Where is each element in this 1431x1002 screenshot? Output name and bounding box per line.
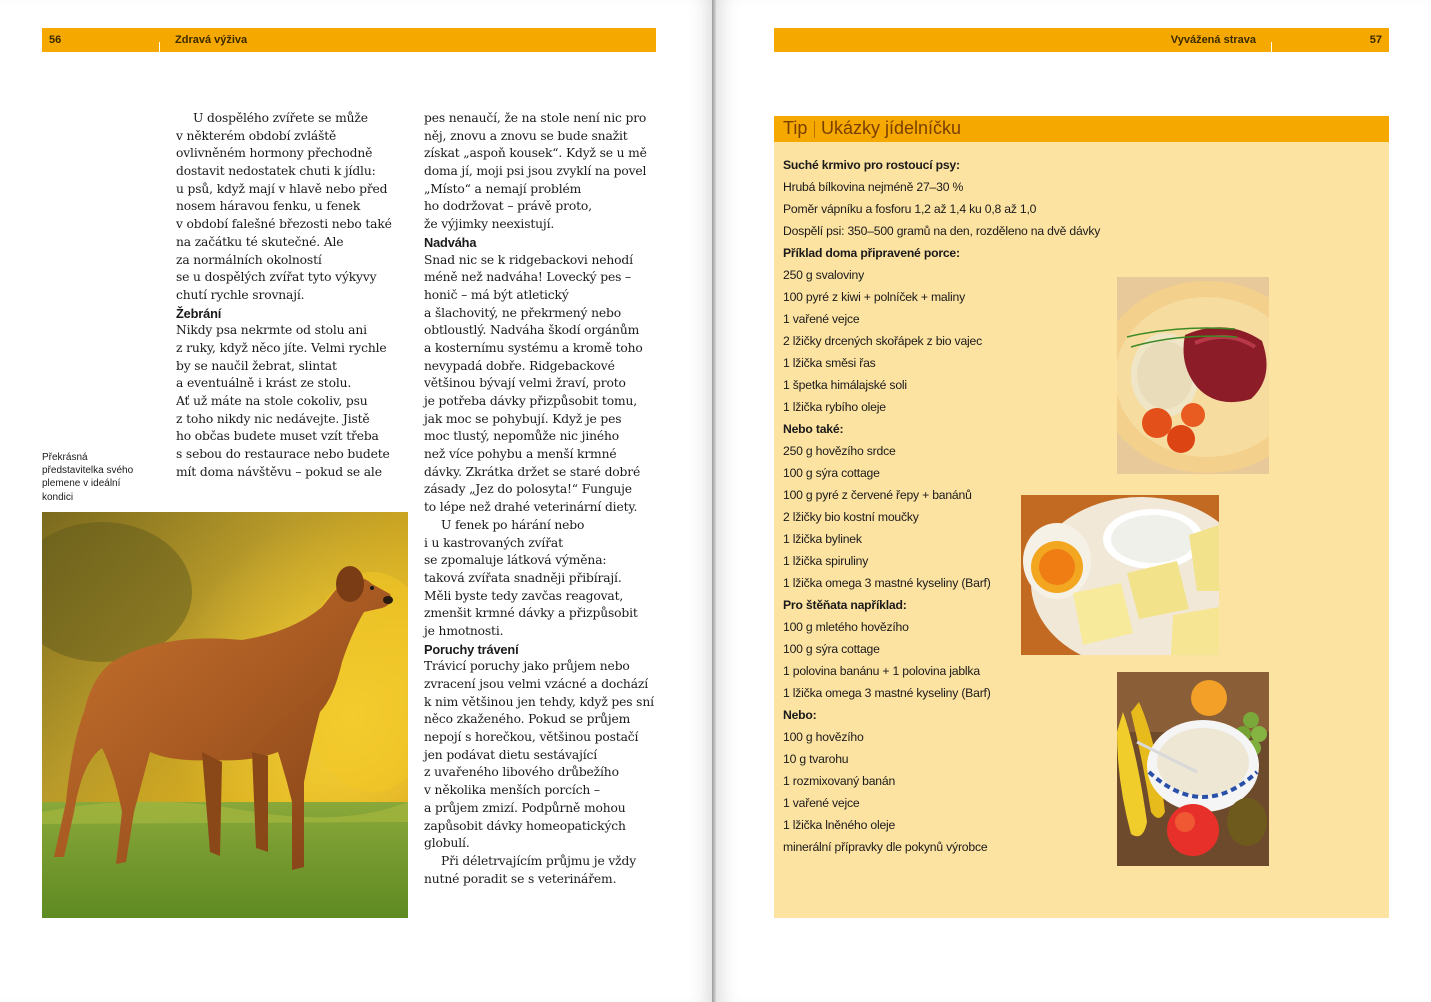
text-line: se u dospělých zvířat tyto výkyvy [176,270,377,285]
text-line: za normálních okolností [176,252,322,267]
menu-item: 1 špetka himálajské soli [783,378,907,392]
text-line: zapůsobit dávky homeopatických [424,818,626,833]
left-section-title: Zdravá výživa [175,34,248,46]
text-line: ho dodržovat – právě proto, [424,199,592,214]
tip-header [774,116,1389,142]
menu-item: 1 lžička lněného oleje [783,818,896,832]
header-divider [1271,42,1272,54]
menu-item: 1 lžička spiruliny [783,554,869,568]
food-photo-meat-plate [1117,277,1269,474]
text-line: zvracení jsou velmi vzácné a dochází [424,677,648,691]
text-line: to lépe než drahé veterinární diety. [424,500,638,515]
text-line: Trávicí poruchy jako průjem nebo [424,659,630,674]
menu-item: 250 g svaloviny [783,268,865,282]
menu-subheading: Nebo: [783,708,817,722]
text-line: získat „aspoň kousek“. Když se u mě [424,146,647,161]
menu-item: 10 g tvarohu [783,752,849,766]
text-line: v několika menších porcích – [424,783,600,798]
text-line: honič – má být atletický [424,287,569,302]
menu-item: 1 vařené vejce [783,312,860,326]
text-line: v období falešné březosti nebo také [176,217,392,232]
food-photo-fruit-bowl [1117,672,1269,866]
right-section-title: Vyvážená strava [1170,34,1256,46]
text-line: Měli byste tedy zavčas reagovat, [424,588,624,603]
text-line: méně než nadváha! Lovecký pes – [424,270,631,285]
menu-item: 2 lžičky drcených skořápek z bio vajec [783,334,982,348]
text-line: U fenek po hárání nebo [441,517,585,532]
left-text-column-2 [424,110,664,888]
text-line: v některém období zvláště [176,128,337,143]
tip-label: Tip [783,118,808,138]
menu-item: Dospělí psi: 350–500 gramů na den, rozděleno na dvě dávky [783,224,1101,238]
text-line: Snad nic se k ridgebackovi nehodí [424,252,633,267]
food-photo-egg-cottage [1021,495,1219,655]
menu-subheading: Pro štěňata například: [783,598,907,612]
text-line: obtloustlý. Nadváha škodí orgánům [424,323,640,338]
text-line: Ať už máte na stole cokoliv, psu [176,394,368,408]
text-line: než více pohybu a menší krmné [424,447,617,462]
dog-photo [42,512,408,918]
text-line: většinou bývají velmi žraví, proto [424,376,626,391]
text-line: že výjimky neexistují. [424,217,555,232]
text-line: dávky. Zkrátka držet se staré dobré [424,464,641,479]
menu-item: 1 lžička rybího oleje [783,400,886,414]
text-line: s sebou do restaurace nebo budete [176,447,390,462]
text-line: nutné poradit se s veterinářem. [424,871,617,886]
text-line: dostavit nedostatek chuti k jídlu: [176,164,376,179]
menu-item: 100 g mletého hovězího [783,620,909,634]
text-line: i u kastrovaných zvířat [424,535,563,550]
text-line: nevypadá dobře. Ridgebackové [424,358,615,373]
text-line: něj, znovu a znovu se bude snažit [424,128,628,143]
left-running-header [42,28,656,52]
text-line: a eventuálně i krást ze stolu. [176,376,352,391]
text-line: něco zkaženého. Pokud se průjem [424,712,631,727]
tip-divider [814,121,815,138]
menu-item: 100 g pyré z červené řepy + banánů [783,488,972,502]
text-line: „Místo“ a nemají problém [424,181,582,196]
menu-item: 1 vařené vejce [783,796,860,810]
header-divider [159,42,160,54]
menu-item: 100 g sýra cottage [783,466,880,480]
right-running-header [774,28,1389,52]
menu-item: 1 polovina banánu + 1 polovina jablka [783,664,980,678]
text-line: Při déletrvajícím průjmu je vždy [441,853,637,868]
menu-subheading: Suché krmivo pro rostoucí psy: [783,158,960,172]
text-line: je hmotnosti. [424,623,504,638]
menu-item: minerální přípravky dle pokynů výrobce [783,840,988,854]
text-line: zásady „Jez do polosyta!“ Funguje [424,482,632,497]
text-line: z uvařeného libového drůbežího [424,765,619,780]
menu-item: 100 pyré z kiwi + polníček + maliny [783,290,965,304]
menu-item: 100 g hovězího [783,730,864,744]
menu-item: 1 lžička směsi řas [783,356,876,370]
text-line: a kosternímu systému a kromě toho [424,340,643,355]
text-line: z ruky, když něco jíte. Velmi rychle [176,340,387,355]
menu-item: Hrubá bílkovina nejméně 27–30 % [783,180,964,194]
text-line: U dospělého zvířete se může [193,111,368,125]
text-line: moc tlustý, nepomůže nic jiného [424,429,620,444]
text-line: pes nenaučí, že na stole není nic pro [424,111,647,125]
text-line: ovlivněném hormony přechodně [176,146,373,161]
subheading: Žebrání [176,305,222,321]
text-line: z toho nikdy nic nedávejte. Jistě [176,411,370,426]
left-text-column-1 [176,110,406,481]
menu-subheading: Nebo také: [783,422,844,436]
menu-item: 1 lžička bylinek [783,532,862,546]
text-line: nepojí s horečkou, většinou postačí [424,730,639,745]
text-line: jen podávat dietu sestávající [424,747,598,762]
text-line: Nikdy psa nekrmte od stolu ani [176,323,367,338]
text-line: ho občas budete muset vzít třeba [176,429,379,444]
tip-title: Ukázky jídelníčku [821,118,962,138]
menu-item: 2 lžičky bio kostní moučky [783,510,919,524]
text-line: a průjem zmizí. Podpůrně mohou [424,800,626,815]
text-line: u psů, když mají v hlavě nebo před [176,181,388,196]
menu-item: Poměr vápníku a fosforu 1,2 až 1,4 ku 0,8 až 1,0 [783,202,1037,216]
text-line: zmenšit krmné dávky a přizpůsobit [424,606,638,621]
subheading: Poruchy trávení [424,641,519,657]
text-line: by se naučil žebrat, slintat [176,358,337,373]
text-line: a šlachovitý, ne překrmený nebo [424,305,621,320]
menu-item: 1 rozmixovaný banán [783,774,896,788]
text-line: je potřeba dávky přizpůsobit tomu, [424,394,637,408]
menu-item: 1 lžička omega 3 mastné kyseliny (Barf) [783,576,991,590]
left-page-number: 56 [49,34,62,46]
right-page-number: 57 [1369,34,1382,46]
menu-item: 1 lžička omega 3 mastné kyseliny (Barf) [783,686,991,700]
menu-item: 100 g sýra cottage [783,642,880,656]
menu-subheading: Příklad doma připravené porce: [783,246,960,260]
text-line: mít doma návštěvu – pokud se ale [176,464,382,479]
text-line: nosem háravou fenku, u fenek [176,199,361,214]
text-line: k nim většinou jen tehdy, když pes sní [424,694,654,709]
text-line: se zpomaluje látková výměna: [424,553,607,568]
text-line: taková zvířata snadněji přibírají. [424,570,622,585]
menu-item: 250 g hovězího srdce [783,444,896,458]
photo-caption: Překrásná představitelka svého plemene v ideální kondici [42,452,134,503]
text-line: na začátku té skutečné. Ale [176,234,344,249]
text-line: globulí. [424,836,470,851]
text-line: doma jí, moji psi jsou zvyklí na povel [424,164,647,179]
subheading: Nadváha [424,234,477,250]
text-line: chutí rychle srovnají. [176,287,305,302]
text-line: jak moc se pohybují. Když je pes [424,411,622,426]
